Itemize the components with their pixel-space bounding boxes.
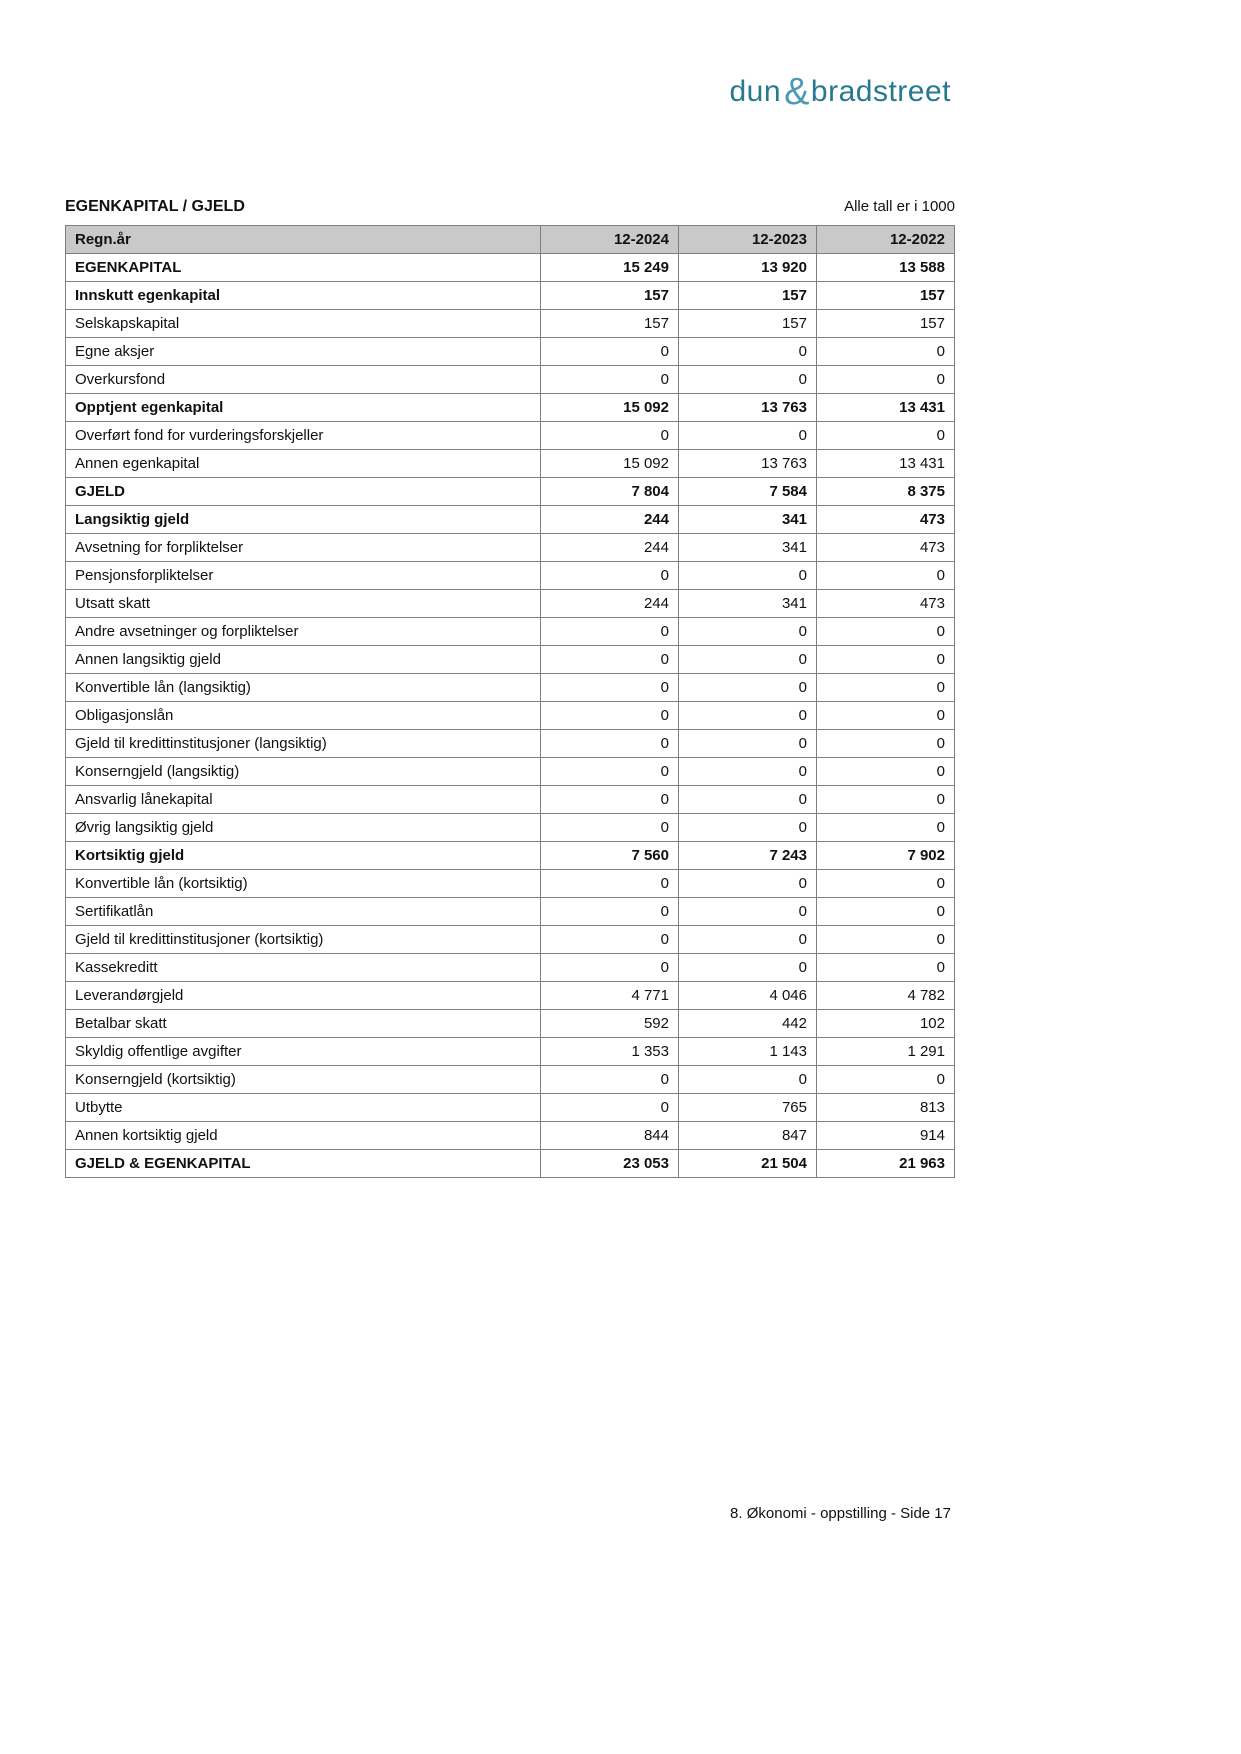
row-value: 0 xyxy=(679,646,817,674)
row-value: 0 xyxy=(679,870,817,898)
table-row xyxy=(66,478,955,506)
row-value: 102 xyxy=(817,1010,955,1038)
row-value: 157 xyxy=(679,310,817,338)
row-value: 0 xyxy=(541,814,679,842)
row-value: 0 xyxy=(679,786,817,814)
row-value: 341 xyxy=(679,506,817,534)
row-label: Selskapskapital xyxy=(66,310,541,338)
table-row xyxy=(66,898,955,926)
row-label: Utsatt skatt xyxy=(66,590,541,618)
row-value: 13 431 xyxy=(817,450,955,478)
row-value: 21 963 xyxy=(817,1150,955,1178)
table-row xyxy=(66,926,955,954)
row-label: Konserngjeld (langsiktig) xyxy=(66,758,541,786)
row-value: 157 xyxy=(541,310,679,338)
row-value: 0 xyxy=(541,1094,679,1122)
row-label: Gjeld til kredittinstitusjoner (langsiktig) xyxy=(66,730,541,758)
row-label: Kortsiktig gjeld xyxy=(66,842,541,870)
table-row xyxy=(66,1094,955,1122)
row-value: 0 xyxy=(817,786,955,814)
row-value: 0 xyxy=(541,870,679,898)
row-value: 1 353 xyxy=(541,1038,679,1066)
table-row xyxy=(66,842,955,870)
row-value: 0 xyxy=(817,702,955,730)
row-value: 7 804 xyxy=(541,478,679,506)
table-row xyxy=(66,450,955,478)
row-value: 0 xyxy=(817,674,955,702)
table-row xyxy=(66,534,955,562)
row-value: 13 431 xyxy=(817,394,955,422)
row-value: 813 xyxy=(817,1094,955,1122)
table-row xyxy=(66,338,955,366)
row-value: 157 xyxy=(817,282,955,310)
table-row xyxy=(66,982,955,1010)
row-value: 341 xyxy=(679,590,817,618)
row-label: Konserngjeld (kortsiktig) xyxy=(66,1066,541,1094)
row-label: Opptjent egenkapital xyxy=(66,394,541,422)
row-label: Innskutt egenkapital xyxy=(66,282,541,310)
row-value: 4 046 xyxy=(679,982,817,1010)
row-value: 0 xyxy=(541,366,679,394)
row-value: 0 xyxy=(541,702,679,730)
row-value: 0 xyxy=(679,926,817,954)
row-value: 15 249 xyxy=(541,254,679,282)
row-value: 244 xyxy=(541,590,679,618)
row-value: 0 xyxy=(679,702,817,730)
table-row xyxy=(66,590,955,618)
balance-sheet-table xyxy=(65,225,955,1178)
dun-bradstreet-logo xyxy=(730,68,952,111)
row-value: 21 504 xyxy=(679,1150,817,1178)
row-value: 0 xyxy=(817,338,955,366)
row-value: 7 243 xyxy=(679,842,817,870)
row-value: 914 xyxy=(817,1122,955,1150)
row-label: Annen kortsiktig gjeld xyxy=(66,1122,541,1150)
row-value: 0 xyxy=(679,1066,817,1094)
row-label: Obligasjonslån xyxy=(66,702,541,730)
row-label: Betalbar skatt xyxy=(66,1010,541,1038)
row-value: 15 092 xyxy=(541,450,679,478)
row-value: 0 xyxy=(679,618,817,646)
row-value: 0 xyxy=(541,422,679,450)
row-value: 0 xyxy=(541,954,679,982)
row-value: 23 053 xyxy=(541,1150,679,1178)
table-row xyxy=(66,674,955,702)
column-header: 12-2024 xyxy=(541,226,679,254)
row-label: Langsiktig gjeld xyxy=(66,506,541,534)
row-value: 0 xyxy=(541,926,679,954)
row-value: 7 902 xyxy=(817,842,955,870)
row-label: Gjeld til kredittinstitusjoner (kortsiktig) xyxy=(66,926,541,954)
row-value: 0 xyxy=(817,422,955,450)
row-value: 0 xyxy=(817,870,955,898)
row-value: 0 xyxy=(541,338,679,366)
column-header: 12-2022 xyxy=(817,226,955,254)
table-row xyxy=(66,506,955,534)
row-value: 157 xyxy=(541,282,679,310)
row-value: 157 xyxy=(817,310,955,338)
row-value: 0 xyxy=(679,898,817,926)
table-row xyxy=(66,1066,955,1094)
row-label: Pensjonsforpliktelser xyxy=(66,562,541,590)
table-row xyxy=(66,394,955,422)
row-value: 0 xyxy=(817,1066,955,1094)
row-value: 4 771 xyxy=(541,982,679,1010)
table-row xyxy=(66,422,955,450)
table-row xyxy=(66,1150,955,1178)
row-value: 0 xyxy=(679,338,817,366)
table-row xyxy=(66,702,955,730)
table-row xyxy=(66,310,955,338)
page-footer: 8. Økonomi - oppstilling - Side 17 xyxy=(730,1505,951,1522)
row-value: 473 xyxy=(817,590,955,618)
row-value: 473 xyxy=(817,534,955,562)
row-value: 0 xyxy=(541,674,679,702)
row-value: 13 763 xyxy=(679,450,817,478)
logo-ampersand-icon: & xyxy=(784,71,810,113)
row-value: 341 xyxy=(679,534,817,562)
row-value: 0 xyxy=(679,954,817,982)
units-note: Alle tall er i 1000 xyxy=(844,198,955,215)
row-label: Annen langsiktig gjeld xyxy=(66,646,541,674)
row-label: Øvrig langsiktig gjeld xyxy=(66,814,541,842)
row-value: 7 584 xyxy=(679,478,817,506)
row-value: 244 xyxy=(541,506,679,534)
table-row xyxy=(66,618,955,646)
column-header: Regn.år xyxy=(66,226,541,254)
row-value: 0 xyxy=(679,674,817,702)
section-header xyxy=(65,198,955,216)
table-row xyxy=(66,730,955,758)
logo-text-dun: dun xyxy=(729,75,782,108)
row-value: 0 xyxy=(817,926,955,954)
row-value: 0 xyxy=(817,562,955,590)
row-value: 0 xyxy=(679,422,817,450)
row-value: 0 xyxy=(817,814,955,842)
row-label: Andre avsetninger og forpliktelser xyxy=(66,618,541,646)
table-row xyxy=(66,282,955,310)
row-value: 0 xyxy=(817,618,955,646)
row-value: 1 291 xyxy=(817,1038,955,1066)
row-value: 0 xyxy=(541,562,679,590)
row-value: 0 xyxy=(817,758,955,786)
table-row xyxy=(66,562,955,590)
row-label: Konvertible lån (langsiktig) xyxy=(66,674,541,702)
row-value: 442 xyxy=(679,1010,817,1038)
row-value: 13 920 xyxy=(679,254,817,282)
row-value: 0 xyxy=(817,730,955,758)
row-label: Skyldig offentlige avgifter xyxy=(66,1038,541,1066)
row-value: 7 560 xyxy=(541,842,679,870)
table-row xyxy=(66,366,955,394)
row-value: 13 588 xyxy=(817,254,955,282)
row-value: 1 143 xyxy=(679,1038,817,1066)
table-row xyxy=(66,758,955,786)
table-row xyxy=(66,1038,955,1066)
table-row xyxy=(66,1122,955,1150)
table-row xyxy=(66,254,955,282)
row-value: 0 xyxy=(541,1066,679,1094)
row-label: Konvertible lån (kortsiktig) xyxy=(66,870,541,898)
logo-text-bradstreet: bradstreet xyxy=(810,75,951,108)
row-label: Overført fond for vurderingsforskjeller xyxy=(66,422,541,450)
table-row xyxy=(66,786,955,814)
table-row xyxy=(66,1010,955,1038)
row-label: Leverandørgjeld xyxy=(66,982,541,1010)
row-value: 844 xyxy=(541,1122,679,1150)
table-row xyxy=(66,954,955,982)
page-title: EGENKAPITAL / GJELD xyxy=(65,198,245,215)
row-value: 0 xyxy=(679,562,817,590)
row-value: 244 xyxy=(541,534,679,562)
row-value: 15 092 xyxy=(541,394,679,422)
row-value: 0 xyxy=(541,730,679,758)
row-value: 0 xyxy=(679,758,817,786)
row-value: 0 xyxy=(541,898,679,926)
row-label: Ansvarlig lånekapital xyxy=(66,786,541,814)
row-value: 4 782 xyxy=(817,982,955,1010)
table-header-row xyxy=(66,226,955,254)
row-value: 0 xyxy=(541,646,679,674)
row-value: 8 375 xyxy=(817,478,955,506)
row-label: Avsetning for forpliktelser xyxy=(66,534,541,562)
row-label: Egne aksjer xyxy=(66,338,541,366)
row-label: Annen egenkapital xyxy=(66,450,541,478)
row-label: GJELD xyxy=(66,478,541,506)
row-value: 0 xyxy=(817,366,955,394)
row-label: Overkursfond xyxy=(66,366,541,394)
column-header: 12-2023 xyxy=(679,226,817,254)
row-value: 0 xyxy=(817,898,955,926)
row-value: 0 xyxy=(679,814,817,842)
row-value: 0 xyxy=(541,618,679,646)
table-row xyxy=(66,870,955,898)
row-value: 0 xyxy=(541,758,679,786)
table-row xyxy=(66,646,955,674)
report-content xyxy=(65,198,955,1178)
row-value: 592 xyxy=(541,1010,679,1038)
row-value: 0 xyxy=(817,646,955,674)
row-value: 0 xyxy=(541,786,679,814)
row-label: Utbytte xyxy=(66,1094,541,1122)
row-value: 0 xyxy=(679,730,817,758)
row-value: 13 763 xyxy=(679,394,817,422)
row-value: 765 xyxy=(679,1094,817,1122)
table-row xyxy=(66,814,955,842)
row-value: 157 xyxy=(679,282,817,310)
row-value: 473 xyxy=(817,506,955,534)
row-value: 0 xyxy=(817,954,955,982)
row-label: Kassekreditt xyxy=(66,954,541,982)
row-value: 0 xyxy=(679,366,817,394)
row-label: Sertifikatlån xyxy=(66,898,541,926)
row-label: EGENKAPITAL xyxy=(66,254,541,282)
row-value: 847 xyxy=(679,1122,817,1150)
row-label: GJELD & EGENKAPITAL xyxy=(66,1150,541,1178)
